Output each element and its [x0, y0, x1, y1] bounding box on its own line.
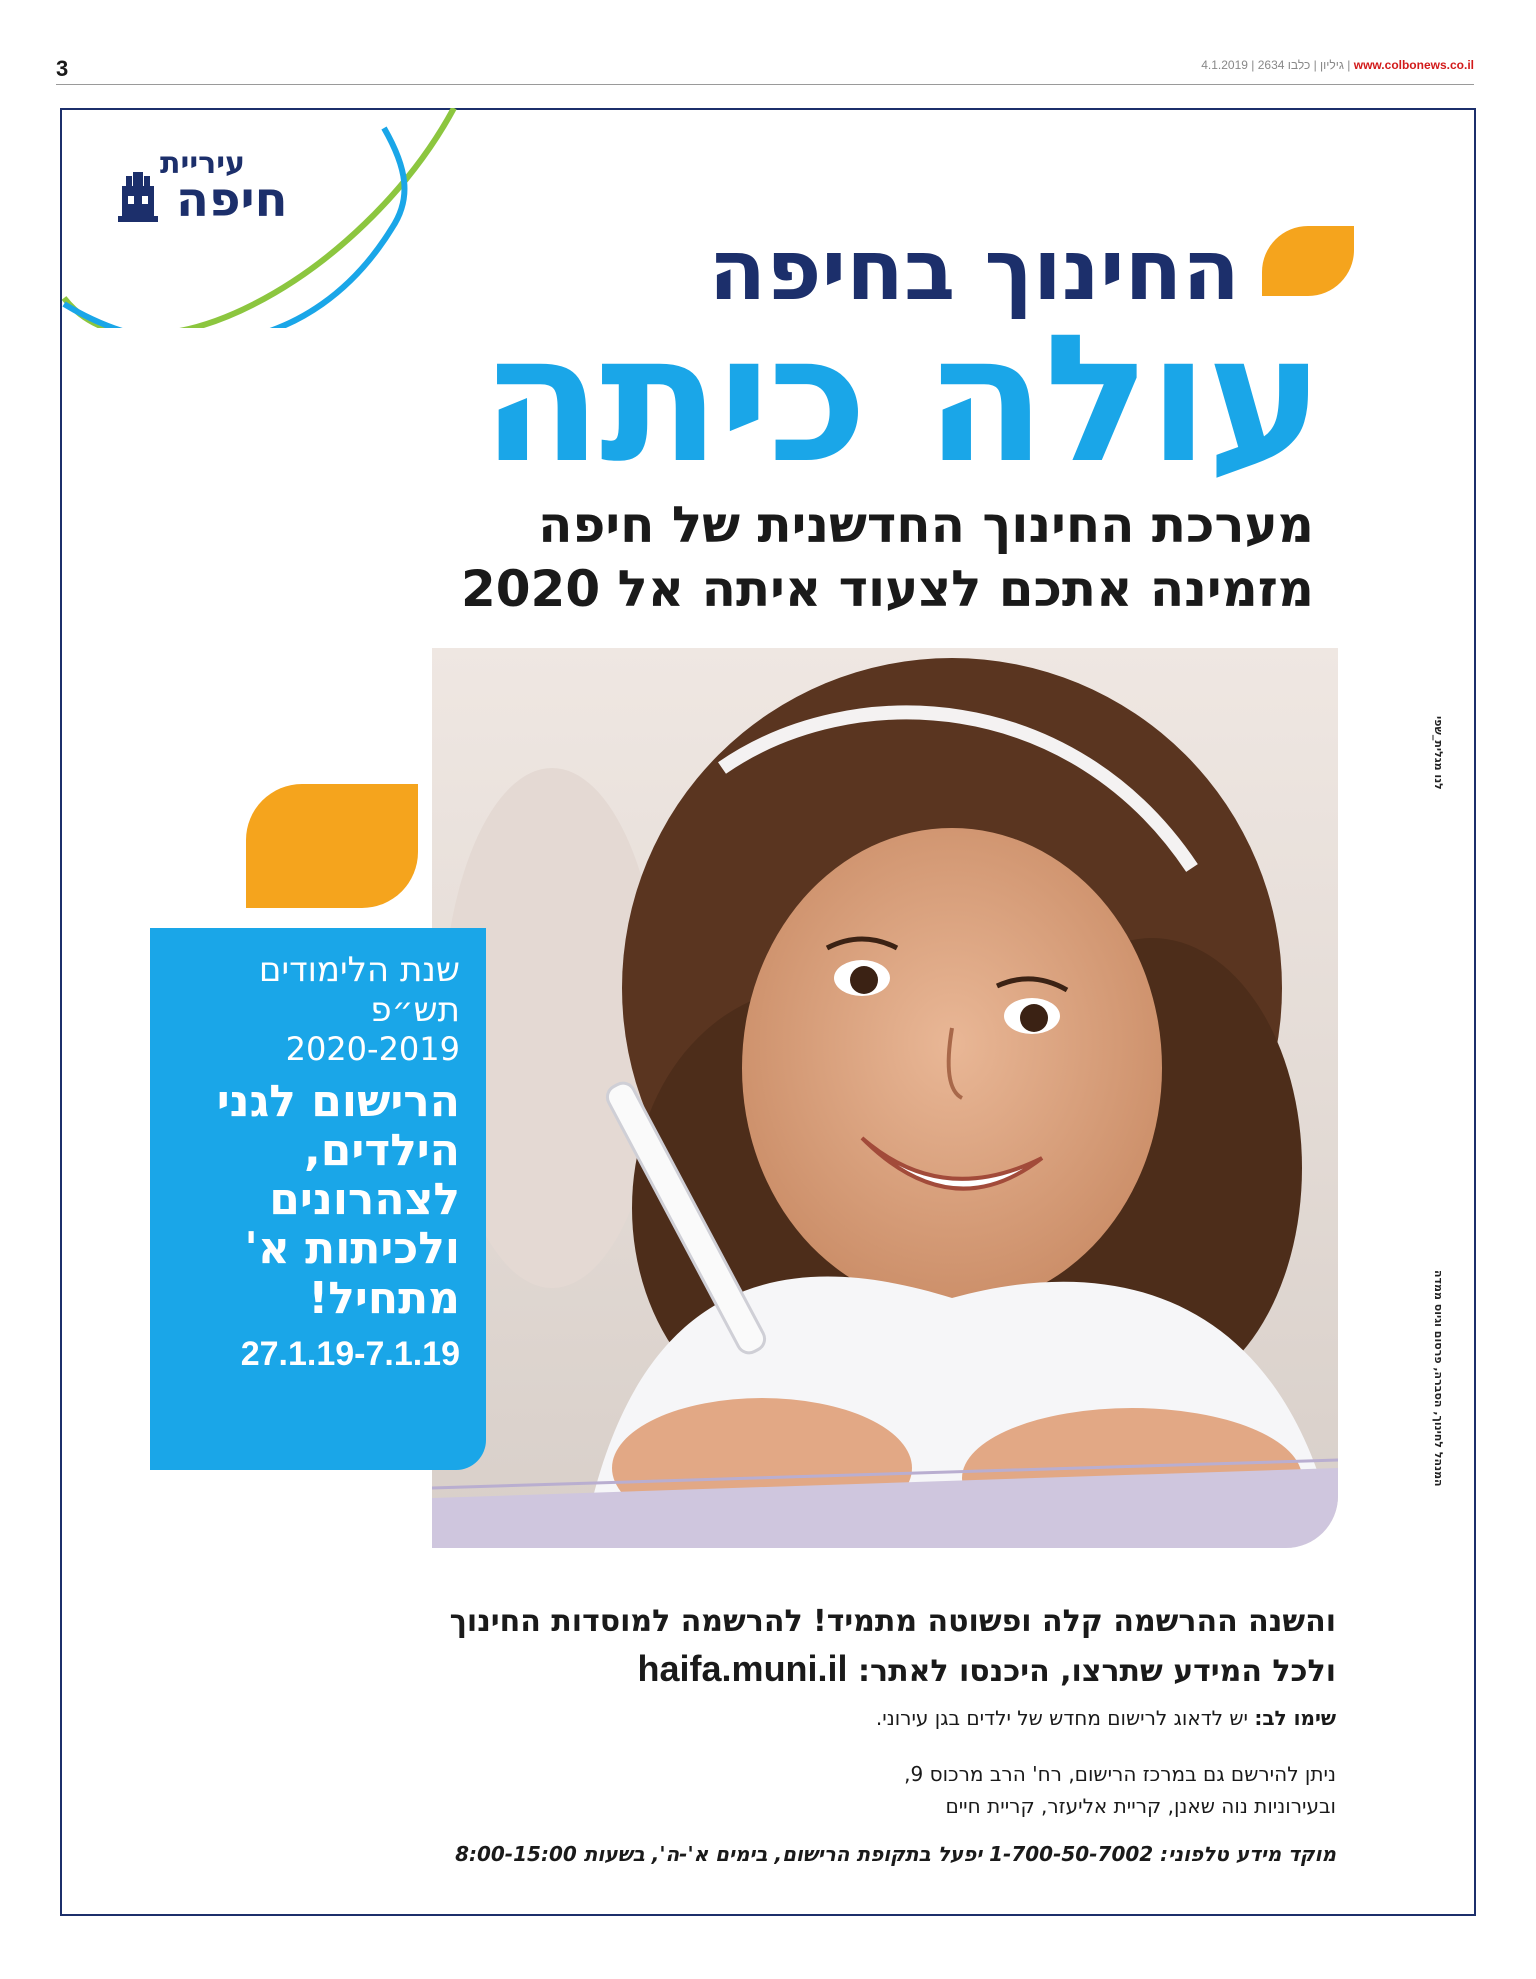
haifa-emblem-icon [118, 172, 158, 228]
logo-municipality-label: עיריית [160, 146, 246, 181]
address-line-2: ובעירוניות נוה שאנן, קריית אליעזר, קריית חיים [945, 1794, 1336, 1818]
headline-line-1: החינוך בחיפה [708, 221, 1240, 319]
logo-city-name: חיפה [176, 172, 288, 228]
subhead-line-1: מערכת החינוך החדשנית של חיפה [538, 496, 1314, 554]
note-line [876, 1706, 1336, 1730]
header-issue: 2634 גיליון [1257, 58, 1344, 72]
department-credit: המנהל לחינוך, הסברה, פרסום וגיוס ממדה [1432, 1270, 1445, 1487]
body-line-1: והשנה ההרשמה קלה ופשוטה מתמיד! להרשמה למוסדות החינוך [449, 1604, 1336, 1639]
body-line-2 [638, 1648, 1336, 1690]
orange-leaf-shape [246, 784, 418, 908]
note-lead: שימו לב: [1254, 1706, 1336, 1730]
hotline-info: מוקד מידע טלפוני: 1-700-50-7002 יפעל בתקופת הרישום, בימים א'-ה', בשעות 8:00-15:00 [455, 1842, 1336, 1866]
registration-info-box [150, 928, 486, 1470]
header-meta: 4.1.2019 | 2634 גיליון | כלבו | www.colbonews.co.il [1201, 58, 1474, 72]
address-line-1: ניתן להירשם גם במרכז הרישום, רח' הרב מרכוס 9, [904, 1762, 1336, 1786]
school-year-gregorian: 2020-2019 [285, 1030, 460, 1069]
subhead-line-2: מזמינה אתכם לצעוד איתה אל 2020 [460, 560, 1314, 618]
registration-dates: 27.1.19-7.1.19 [240, 1334, 460, 1373]
website-link[interactable]: haifa.muni.il [637, 1648, 848, 1689]
header-rule [56, 84, 1474, 85]
headline-line-2: עולה כיתה [481, 297, 1322, 502]
page-number: 3 [56, 56, 69, 81]
note-text: יש לדאוג לרישום מחדש של ילדים בגן עירוני. [875, 1706, 1248, 1730]
school-year-hebrew: תש״פ [370, 990, 460, 1031]
header-date: 4.1.2019 [1201, 58, 1248, 72]
registration-heading: הרישום לגני הילדים, לצהרונים ולכיתות א' מתחיל! [216, 1075, 460, 1324]
school-year-label: שנת הלימודים [258, 950, 460, 990]
child-writing-photo [432, 648, 1338, 1548]
agency-credit: לנו מגלית_שפי [1432, 716, 1445, 790]
body-line-2-text: ולכל המידע שתרצו, היכנסו לאתר: [858, 1654, 1336, 1689]
header-paper-name: כלבו [1287, 58, 1311, 72]
header-website: www.colbonews.co.il [1353, 58, 1474, 72]
